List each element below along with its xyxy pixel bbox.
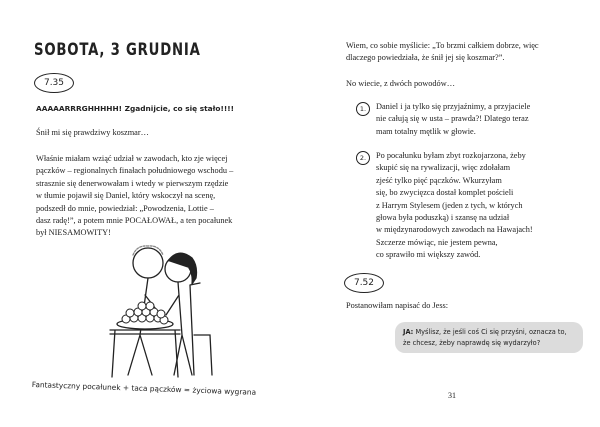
text-line: się, bo zwycięzca dostał komplet pościeli — [376, 188, 514, 198]
text-line: z Harrym Stylesem (jeden z tych, w których — [376, 200, 523, 210]
time-bubble: 7.35 — [34, 73, 74, 93]
text-line: Po pocałunku byłam zbyt rozkojarzona, żeby — [376, 151, 526, 160]
text-line: pączków – regionalnych finałach południowego wschodu – — [36, 166, 234, 176]
reason-2-text — [376, 150, 591, 262]
text-line: Daniel i ja tylko się przyjaźnimy, a przyjaciele — [376, 102, 531, 111]
paragraph-intro — [346, 40, 586, 65]
text-line: w międzynarodowych zawodach na Hawajach! — [376, 225, 533, 235]
text-message-bubble — [395, 322, 583, 353]
donut — [138, 302, 146, 310]
donut — [157, 310, 165, 318]
sent-intro: Postanowiłam napisać do Jess: — [346, 301, 449, 310]
donut — [146, 302, 154, 310]
page-number: 31 — [448, 391, 456, 400]
reason-1-text — [376, 101, 591, 138]
kiss-illustration — [70, 235, 240, 380]
shout-line: AAAAARRRGHHHHH! Zgadnijcie, co się stało!!!! — [36, 104, 234, 113]
girl-body — [166, 282, 192, 375]
text-line: co sprawiło mi większy zawód. — [376, 250, 481, 260]
text-line: zjeść tylko pięć pączków. Wkurzyłam — [376, 175, 502, 185]
text-line: dlaczego powiedziała, że śnił jej się koszmar?”. — [346, 53, 505, 63]
paragraph-contest — [36, 153, 286, 240]
reason-number: 2. — [356, 151, 370, 165]
message-sender: JA: — [403, 328, 414, 336]
text-line: w tłumie pojawił się Daniel, który wskoczył na scenę, — [36, 191, 216, 201]
text-line: Szczerze mówiąc, nie jestem pewna, — [376, 237, 498, 247]
time-bubble: 7.52 — [344, 273, 384, 293]
text-line: podszedł do mnie, powiedział: „Powodzenia, Lottie – — [36, 203, 214, 213]
paragraph-dream: Śnił mi się prawdziwy koszmar… — [36, 128, 149, 137]
diary-date-heading: SOBOTA, 3 GRUDNIA — [34, 40, 201, 60]
text-line: strasznie się denerwowałam i wtedy w pierwszym rzędzie — [36, 178, 229, 188]
reason-number: 1. — [356, 102, 370, 116]
donut — [126, 309, 134, 317]
reasons-intro: No wiecie, z dwóch powodów… — [346, 79, 455, 88]
right-page — [300, 0, 600, 427]
text-line: głowa była poduszką) i szansę na udział — [376, 213, 510, 223]
message-text: Myślisz, że jeśli coś Ci się przyśni, oznacza to, że chcesz, żeby naprawdę się wydarzyło? — [403, 328, 567, 347]
chair — [190, 283, 212, 375]
text-line: był NIESAMOWITY! — [36, 228, 111, 238]
boy-head — [133, 248, 163, 278]
text-line: mam totalny mętlik w głowie. — [376, 126, 476, 136]
text-line: nie całują się w usta – prawda?! Dlatego teraz — [376, 114, 529, 124]
text-line: dasz radę!”, a potem mnie POCAŁOWAŁ, a ten pocałunek — [36, 216, 233, 226]
illustration-caption: Fantastyczny pocałunek + taca pączków = życiowa wygrana — [31, 380, 257, 397]
text-line: Wiem, co sobie myślicie: „To brzmi całkiem dobrze, więc — [346, 41, 539, 50]
text-line: Właśnie miałam wziąć udział w zawodach, kto zje więcej — [36, 154, 228, 163]
text-line: skupić się na rywalizacji, więc zdołałam — [376, 163, 511, 173]
